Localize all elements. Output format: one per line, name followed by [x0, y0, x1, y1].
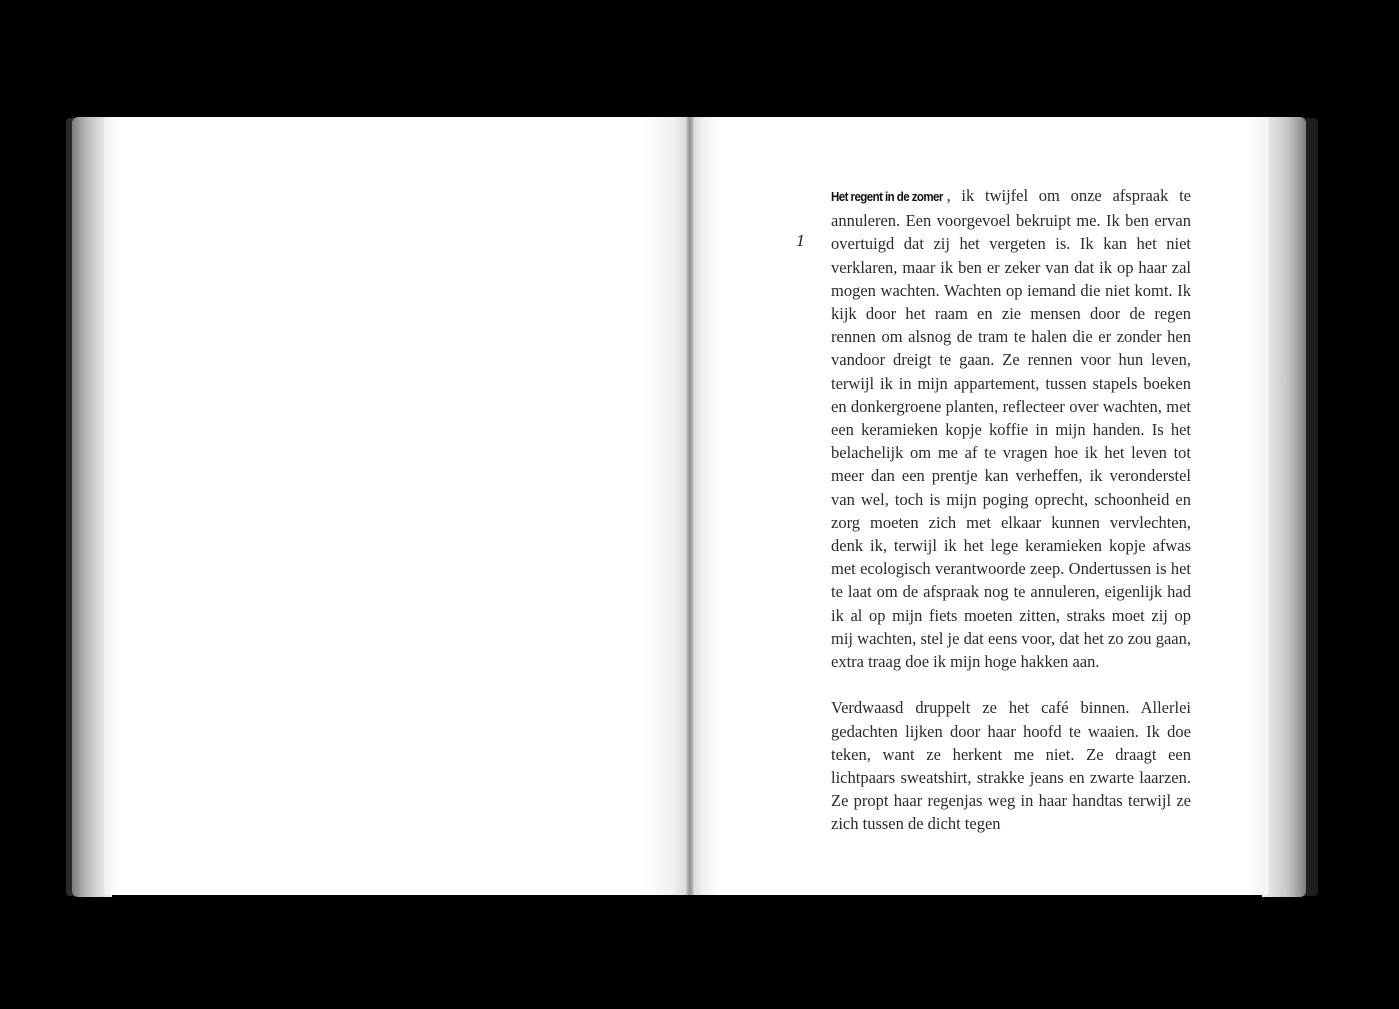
chapter-number: 1: [796, 232, 806, 250]
book-gutter: [686, 117, 694, 895]
paragraph-2: Verdwaasd druppelt ze het café binnen. Allerlei gedachten lijken door haar hoofd te waaien. Ik doe teken, want ze herkent me niet. Ze draagt een lichtpaars sweatshirt, strakke jeans en zwarte laarzen. Ze propt haar regenjas weg in haar handtas terwijl ze zich tussen de dicht tegen: [831, 698, 1191, 834]
paragraph-1-text: , ik twijfel om onze afspraak te annuleren. Een voorgevoel bekruipt me. Ik ben ervan overtuigd dat zij het vergeten is. Ik kan het niet verklaren, maar ik ben er zeker van dat ik op haar zal mogen wachten. Wachten op iemand die niet komt. Ik kijk door het raam en zie mensen door de regen rennen om alsnog de tram te halen die er zonder hen vandoor dreigt te gaan. Ze rennen voor hun leven, terwijl ik in mijn appartement, tussen stapels boeken en donkergroene planten, reflecteer over wachten, met een keramieken kopje koffie in mijn handen. Is het belachelijk om me af te vragen hoe ik het leven tot meer dan een prentje kan verheffen, ik veronderstel van wel, toch is mijn poging oprecht, schoonheid en zorg moeten zich met elkaar kunnen vervlechten, denk ik, terwijl ik het lege keramieken kopje afwas met ecologisch verantwoorde zeep. Ondertussen is het te laat om de afspraak nog te annuleren, eigenlijk had ik al op mijn fiets moeten zitten, straks moet zij op mij wachten, stel je dat eens voor, dat het zo zou gaan, extra traag doe ik mijn hoge hakken aan.: [831, 186, 1191, 672]
body-text: [831, 184, 1191, 836]
left-page: [104, 117, 690, 895]
lead-in-title: Het regent in de zomer: [831, 190, 943, 204]
paragraph-1: [831, 184, 1191, 673]
